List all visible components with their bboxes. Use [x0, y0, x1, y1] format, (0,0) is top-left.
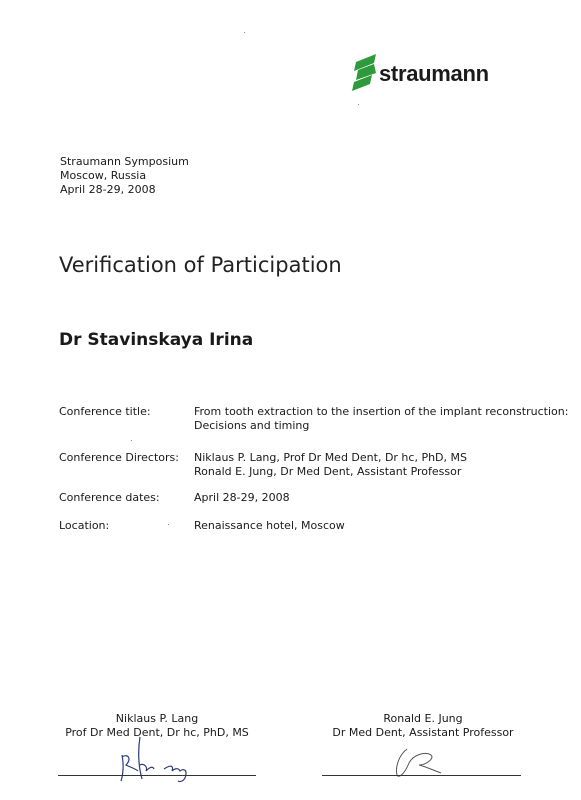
- event-name: Straumann Symposium: [60, 155, 189, 168]
- detail-value: [194, 519, 345, 533]
- signatory-jung: [308, 712, 538, 740]
- event-location: Moscow, Russia: [60, 169, 147, 182]
- scan-speck: [168, 524, 169, 525]
- detail-value: [194, 451, 467, 479]
- event-info: [60, 155, 189, 197]
- detail-value-line: April 28-29, 2008: [194, 491, 290, 504]
- straumann-logo: [352, 54, 527, 94]
- signatory-title: Dr Med Dent, Assistant Professor: [332, 726, 514, 739]
- scan-speck: [131, 440, 132, 441]
- detail-value-line: Ronald E. Jung, Dr Med Dent, Assistant Professor: [194, 465, 462, 478]
- signature-jung-graphic: [385, 743, 455, 783]
- signature-lang-graphic: [108, 735, 208, 785]
- detail-label: Conference dates:: [59, 491, 160, 504]
- signatory-name: Niklaus P. Lang: [115, 712, 199, 725]
- detail-label: Conference Directors:: [59, 451, 179, 464]
- event-dates: April 28-29, 2008: [60, 183, 156, 196]
- detail-value-line: Renaissance hotel, Moscow: [194, 519, 345, 532]
- detail-value-line: Niklaus P. Lang, Prof Dr Med Dent, Dr hc, PhD, MS: [194, 451, 467, 464]
- detail-value-line: From tooth extraction to the insertion of the implant reconstruction:: [194, 405, 569, 418]
- logo-wordmark: straumann: [379, 61, 489, 86]
- detail-value-line: Decisions and timing: [194, 419, 310, 432]
- signatory-title: Prof Dr Med Dent, Dr hc, PhD, MS: [65, 726, 249, 739]
- participant-name: Dr Stavinskaya Irina: [59, 330, 254, 350]
- detail-label: Location:: [59, 519, 110, 532]
- document-title: Verification of Participation: [59, 253, 342, 277]
- straumann-mark-icon: [352, 54, 378, 92]
- signature-line-jung: [322, 775, 521, 776]
- scan-speck: [358, 104, 359, 105]
- signature-line-lang: [58, 775, 256, 776]
- signatory-name: Ronald E. Jung: [383, 712, 463, 725]
- detail-label: Conference title:: [59, 405, 151, 418]
- detail-value: [194, 405, 568, 433]
- detail-value: [194, 491, 290, 505]
- scan-speck: [244, 32, 245, 33]
